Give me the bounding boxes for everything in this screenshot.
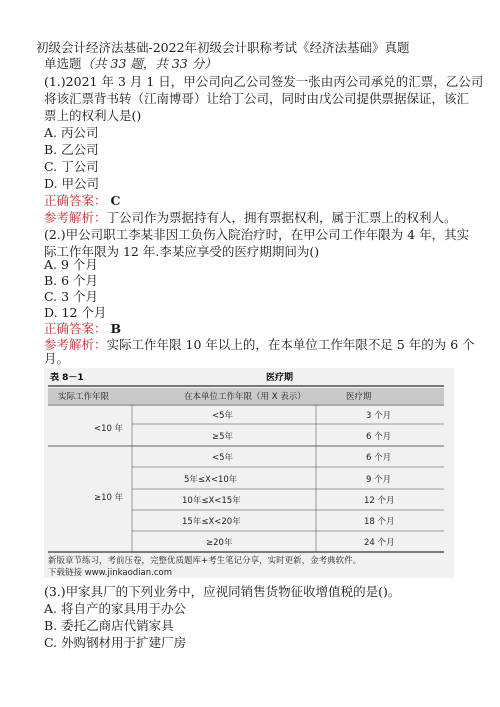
q2-option-a: A. 9 个月 — [44, 257, 98, 272]
q1-analysis — [44, 210, 457, 226]
g2-r4-tenure: 15年≤X<20年 — [182, 517, 241, 527]
q1-answer-value: C — [110, 193, 121, 208]
table-title: 医疗期 — [266, 373, 294, 383]
q1-stem-line-1: (1.)2021 年 3 月 1 日，甲公司向乙公司签发一张由丙公司承兑的汇票，乙公司 — [44, 74, 484, 89]
g2-r3-tenure: 10年≤X<15年 — [182, 496, 241, 506]
section-label: 单选题 — [44, 56, 82, 71]
q2-answer — [44, 321, 121, 337]
q3-stem: (3.)甲家具厂的下列业务中，应视同销售货物征收增值税的是()。 — [44, 584, 401, 599]
medical-period-table — [44, 368, 454, 578]
q2-option-c: C. 3 个月 — [44, 289, 98, 304]
section-header — [44, 56, 217, 72]
g1-r1-period: 3 个月 — [366, 411, 392, 421]
q1-option-c: C. 丁公司 — [44, 159, 99, 174]
q1-stem-line-2: 将该汇票背书转（江南博哥）让给丁公司，同时由戊公司提供票据保证，该汇 — [44, 91, 470, 106]
g2-r1-tenure: <5年 — [212, 453, 234, 463]
g1-r2-tenure: ≥5年 — [212, 432, 234, 442]
q2-analysis-text-1: 实际工作年限 10 年以上的，在本单位工作年限不足 5 年的为 6 个 — [106, 337, 475, 352]
table-footer-link: 下载链接 www.jinkaodian.com — [48, 568, 172, 578]
g2-r3-period: 12 个月 — [364, 496, 395, 506]
group2-actual: ≥10 年 — [94, 493, 124, 503]
g1-r1-tenure: <5年 — [212, 411, 234, 421]
table-footer-promo: 新版章节练习，考前压卷，完整优质题库+考生笔记分享，实时更新，金考典软件。 — [48, 556, 362, 566]
table-caption: 表 8－1 — [50, 373, 84, 383]
doc-title: 初级会计经济法基础-2022年初级会计职称考试《经济法基础》真题 — [36, 40, 410, 55]
q2-option-b: B. 6 个月 — [44, 273, 99, 288]
q3-option-a: A. 将自产的家具用于办公 — [44, 601, 186, 616]
q1-analysis-label: 参考解析： — [44, 210, 107, 225]
g2-r2-tenure: 5年≤X<10年 — [184, 475, 238, 485]
q1-option-d: D. 甲公司 — [44, 176, 100, 191]
g2-r5-period: 24 个月 — [364, 538, 395, 548]
q2-stem-line-1: (2.)甲公司职工李某非因工负伤入院治疗时，在甲公司工作年限为 4 年，其实 — [44, 227, 470, 242]
table-graphic — [44, 368, 454, 578]
q2-answer-value: B — [110, 321, 122, 336]
q2-analysis-line-1 — [44, 337, 475, 353]
section-note: （共 33 题，共 33 分） — [81, 56, 217, 71]
q1-answer — [44, 193, 120, 209]
header-medical-period: 医疗期 — [346, 392, 372, 402]
g2-r1-period: 6 个月 — [366, 453, 392, 463]
q3-option-b: B. 委托乙商店代销家具 — [44, 618, 174, 633]
g2-r4-period: 18 个月 — [364, 517, 395, 527]
q1-option-a: A. 丙公司 — [44, 125, 99, 140]
q3-option-c: C. 外购钢材用于扩建厂房 — [44, 635, 187, 650]
g1-r2-period: 6 个月 — [366, 432, 392, 442]
q1-answer-label: 正确答案： — [44, 193, 107, 208]
q2-analysis-label: 参考解析： — [44, 337, 107, 352]
q1-option-b: B. 乙公司 — [44, 142, 99, 157]
q2-option-d: D. 12 个月 — [44, 305, 107, 320]
header-actual-years: 实际工作年限 — [58, 392, 110, 402]
header-tenure: 在本单位工作年限（用 X 表示） — [184, 392, 306, 402]
q2-analysis-line-2: 月。 — [44, 351, 70, 366]
q2-answer-label: 正确答案： — [44, 321, 107, 336]
g2-r2-period: 9 个月 — [366, 475, 392, 485]
q2-stem-line-2: 际工作年限为 12 年.李某应享受的医疗期期间为() — [44, 244, 320, 259]
g2-r5-tenure: ≥20年 — [206, 538, 233, 548]
q1-stem-line-3: 票上的权利人是() — [44, 108, 142, 123]
group1-actual: <10 年 — [94, 424, 124, 434]
q1-analysis-text: 丁公司作为票据持有人，拥有票据权利，属于汇票上的权利人。 — [106, 210, 457, 225]
